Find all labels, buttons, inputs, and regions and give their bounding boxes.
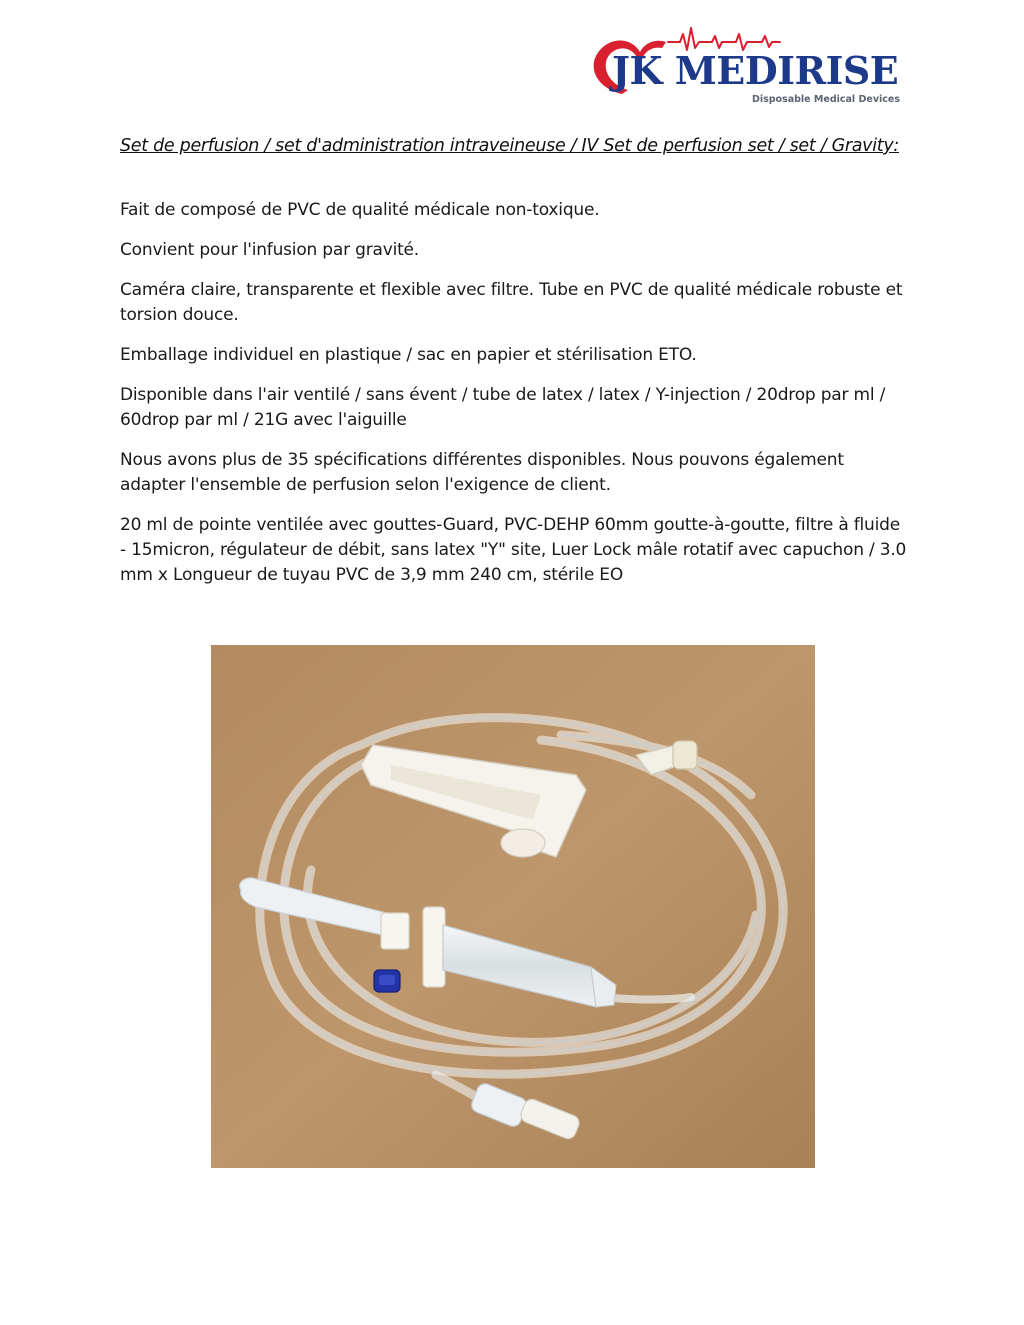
product-photo: [211, 645, 815, 1168]
brand-name: JK MEDIRISE: [612, 48, 899, 93]
ecg-line-icon: [668, 28, 780, 50]
paragraph: Fait de composé de PVC de qualité médicale non-toxique.: [120, 200, 600, 220]
company-logo: [582, 14, 912, 114]
description-body: [120, 198, 910, 603]
paragraph: Emballage individuel en plastique / sac en papier et stérilisation ETO.: [120, 345, 697, 365]
brand-tagline: Disposable Medical Devices: [751, 94, 900, 105]
vent-cap: [374, 970, 400, 992]
paragraph: Caméra claire, transparente et flexible avec filtre. Tube en PVC de qualité médicale robuste et torsion douce.: [120, 280, 903, 325]
paragraph: Nous avons plus de 35 spécifications différentes disponibles. Nous pouvons également adapter l'ensemble de perfusion selon l'exigence de client.: [120, 450, 844, 495]
paragraph: Disponible dans l'air ventilé / sans évent / tube de latex / latex / Y-injection / 20drop par ml / 60drop par ml / 21G avec l'aiguille: [120, 385, 886, 430]
paragraph: Convient pour l'infusion par gravité.: [120, 240, 420, 260]
paragraph: 20 ml de pointe ventilée avec gouttes-Guard, PVC-DEHP 60mm goutte-à-goutte, filtre à fluide - 15micron, régulateur de débit, sans latex "Y" site, Luer Lock mâle rotatif avec capuchon / 3.0 mm x Longueur de tuyau PVC de 3,9 mm 240 cm, stérile EO: [120, 515, 907, 585]
document-heading: Set de perfusion / set d'administration intraveineuse / IV Set de perfusion set / set / Gravity:: [120, 136, 899, 156]
